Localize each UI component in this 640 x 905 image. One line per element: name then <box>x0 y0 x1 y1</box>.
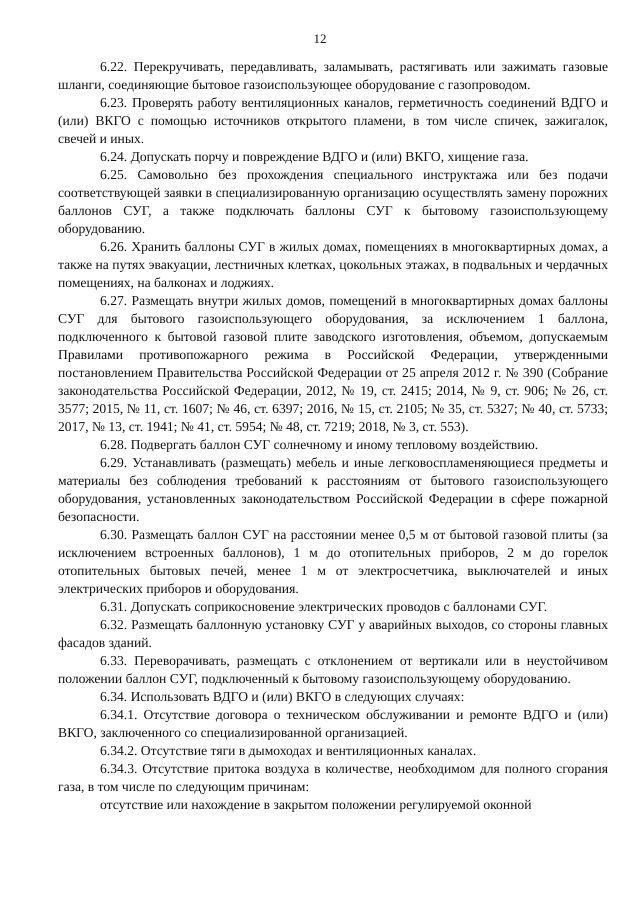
clause-6-34-2: 6.34.2. Отсутствие тяги в дымоходах и вентиляционных каналах. <box>100 743 477 758</box>
clause-6-26: 6.26. Хранить баллоны СУГ в жилых домах, помещениях в многоквартирных домах, а также на путях эвакуации, лестничных клетках, цокольных этажах, в подвальных и чердачных помещениях, на балконах и лоджиях. <box>58 239 608 290</box>
clause-6-34: 6.34. Использовать ВДГО и (или) ВКГО в следующих случаях: <box>100 689 465 704</box>
clause-6-33: 6.33. Переворачивать, размещать с отклонением от вертикали или в неустойчивом положении баллон СУГ, подключенный к бытовому газоиспользующему оборудованию. <box>58 653 608 686</box>
clause-6-25: 6.25. Самовольно без прохождения специального инструктажа или без подачи соответствующей заявки в специализированную организацию осуществлять замену порожних баллонов СУГ, а также подключать баллоны СУГ к бытовому газоиспользующему оборудованию. <box>58 167 608 236</box>
document-body <box>58 58 608 814</box>
clause-6-29: 6.29. Устанавливать (размещать) мебель и иные легковоспламеняющиеся предметы и материалы без соблюдения требований к расстояниям от бытового газоиспользующего оборудования, установленных законодательством Российской Федерации в сфере пожарной безопасности. <box>58 455 608 524</box>
clause-6-23: 6.23. Проверять работу вентиляционных каналов, герметичность соединений ВДГО и (или) ВКГО с помощью источников открытого пламени, в том числе спичек, зажигалок, свечей и иных. <box>58 95 608 146</box>
clause-6-28: 6.28. Подвергать баллон СУГ солнечному и иному тепловому воздействию. <box>100 437 539 452</box>
clause-6-27: 6.27. Размещать внутри жилых домов, помещений в многоквартирных домах баллоны СУГ для бытового газоиспользующего оборудования, за исключением 1 баллона, подключенного к бытовой газовой плите заводского изготовления, объемом, допускаемым Правилами противопожарного режима в Российской Федерации, утвержденными постановлением Правительства Российской Федерации от 25 апреля 2012 г. № 390 (Собрание законодательства Российской Федерации, 2012, № 19, ст. 2415; 2014, № 9, ст. 906; № 26, ст. 3577; 2015, № 11, ст. 1607; № 46, ст. 6397; 2016, № 15, ст. 2105; № 35, ст. 5327; № 40, ст. 5733; 2017, № 13, ст. 1941; № 41, ст. 5954; № 48, ст. 7219; 2018, № 3, ст. 553). <box>58 293 608 434</box>
clause-6-31: 6.31. Допускать соприкосновение электрических проводов с баллонами СУГ. <box>100 599 548 614</box>
clause-6-32: 6.32. Размещать баллонную установку СУГ у аварийных выходов, со стороны главных фасадов зданий. <box>58 617 608 650</box>
clause-6-34-1: 6.34.1. Отсутствие договора о техническом обслуживании и ремонте ВДГО и (или) ВКГО, заключенного со специализированной организацией. <box>58 707 608 740</box>
clause-6-22: 6.22. Перекручивать, передавливать, заламывать, растягивать или зажимать газовые шланги, соединяющие бытовое газоиспользующее оборудование с газопроводом. <box>58 59 608 92</box>
clause-6-24: 6.24. Допускать порчу и повреждение ВДГО и (или) ВКГО, хищение газа. <box>100 149 529 164</box>
clause-continuation: отсутствие или нахождение в закрытом положении регулируемой оконной <box>100 797 532 812</box>
clause-6-34-3: 6.34.3. Отсутствие притока воздуха в количестве, необходимом для полного сгорания газа, в том числе по следующим причинам: <box>58 761 608 794</box>
page-number: 12 <box>313 31 327 46</box>
clause-6-30: 6.30. Размещать баллон СУГ на расстоянии менее 0,5 м от бытовой газовой плиты (за исключением встроенных баллонов), 1 м до отопительных приборов, 2 м до горелок отопительных бытовых печей, менее 1 м от электросчетчика, выключателей и иных электрических приборов и оборудования. <box>58 527 608 596</box>
